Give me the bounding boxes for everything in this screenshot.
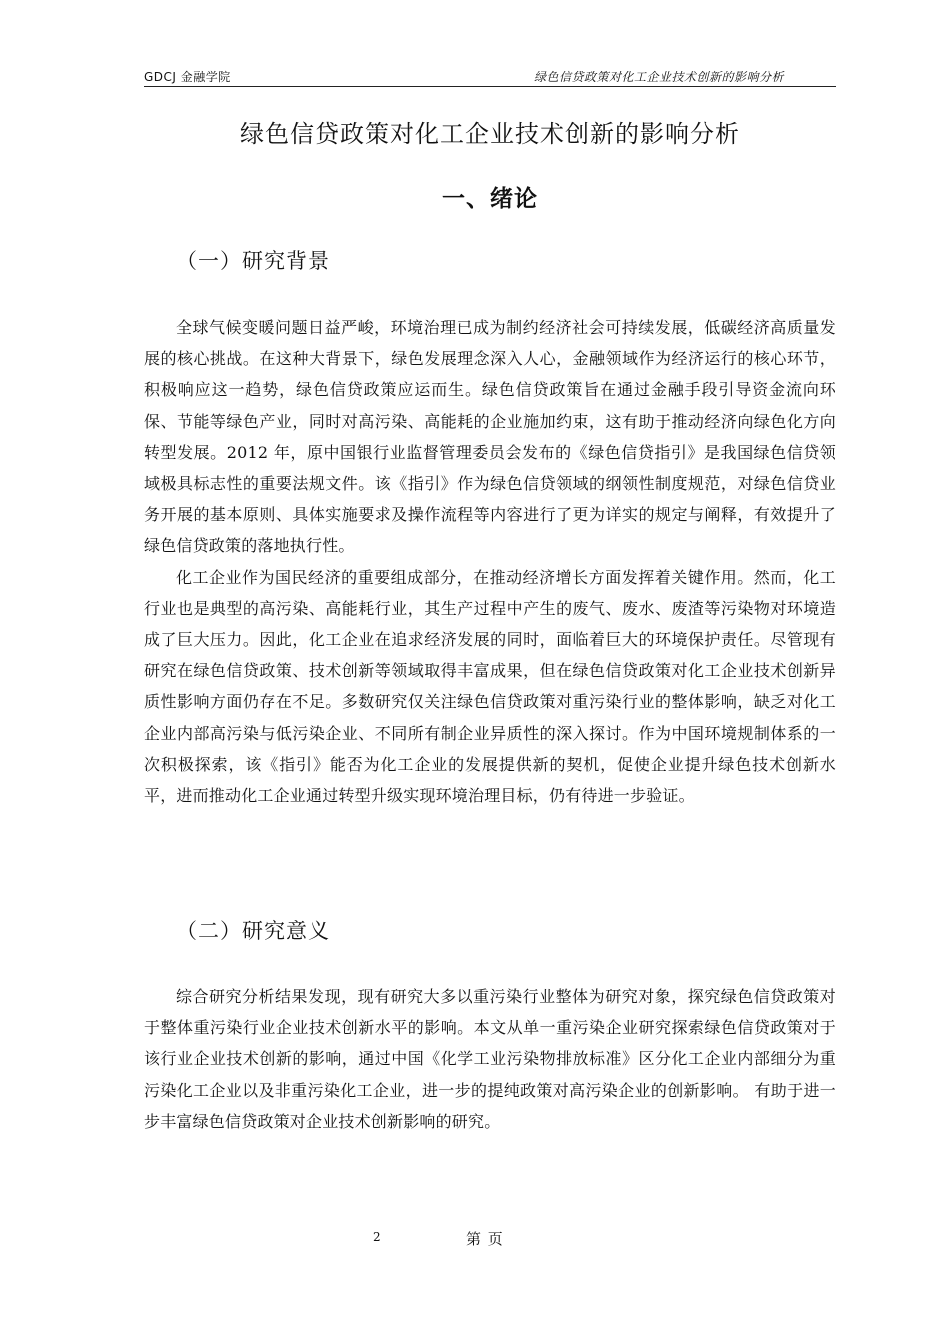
header-running-title: 绿色信贷政策对化工企业技术创新的影响分析 [533, 70, 784, 84]
section-heading-background: （一）研究背景 [176, 249, 330, 273]
paragraph: 全球气候变暖问题日益严峻，环境治理已成为制约经济社会可持续发展，低碳经济高质量发展的核心挑战。在这种大背景下，绿色发展理念深入人心，金融领域作为经济运行的核心环节，积极响应这一趋势，绿色信贷政策应运而生。绿色信贷政策旨在通过金融手段引导资金流向环保、节能等绿色产业，同时对高污染、高能耗的企业施加约束，这有助于推动经济向绿色化方向转型发展。2012 年，原中国银行业监督管理委员会发布的《绿色信贷指引》是我国绿色信贷领域极具标志性的重要法规文件。该《指引》作为绿色信贷领域的纲领性制度规范，对绿色信贷业务开展的基本原则、具体实施要求及操作流程等内容进行了更为详实的规定与阐释，有效提升了绿色信贷政策的落地执行性。 [144, 318, 836, 556]
page-number: 2 [373, 1230, 381, 1244]
page-header [144, 66, 836, 87]
section-body-background [144, 312, 836, 811]
page-footer [370, 1228, 550, 1252]
header-institution: GDCJ 金融学院 [144, 70, 231, 84]
paragraph: 综合研究分析结果发现，现有研究大多以重污染行业整体为研究对象，探究绿色信贷政策对于整体重污染行业企业技术创新水平的影响。本文从单一重污染企业研究探索绿色信贷政策对于该行业企业技术创新的影响，通过中国《化学工业污染物排放标准》区分化工企业内部细分为重污染化工企业以及非重污染化工企业，进一步的提纯政策对高污染企业的创新影响。 有助于进一步丰富绿色信贷政策对企业技术创新影响的研究。 [144, 987, 836, 1131]
section-body-significance [144, 981, 836, 1137]
page-label: 第 页 [466, 1230, 504, 1248]
paragraph: 化工企业作为国民经济的重要组成部分，在推动经济增长方面发挥着关键作用。然而，化工行业也是典型的高污染、高能耗行业，其生产过程中产生的废气、废水、废渣等污染物对环境造成了巨大压力。因此，化工企业在追求经济发展的同时，面临着巨大的环境保护责任。尽管现有研究在绿色信贷政策、技术创新等领域取得丰富成果，但在绿色信贷政策对化工企业技术创新异质性影响方面仍存在不足。多数研究仅关注绿色信贷政策对重污染行业的整体影响，缺乏对化工企业内部高污染与低污染企业、不同所有制企业异质性的深入探讨。作为中国环境规制体系的一次积极探索，该《指引》能否为化工企业的发展提供新的契机，促使企业提升绿色技术创新水平，进而推动化工企业通过转型升级实现环境治理目标，仍有待进一步验证。 [144, 567, 836, 806]
document-title: 绿色信贷政策对化工企业技术创新的影响分析 [240, 120, 740, 148]
chapter-heading: 一、绪论 [442, 186, 538, 212]
section-heading-significance: （二）研究意义 [176, 919, 330, 943]
